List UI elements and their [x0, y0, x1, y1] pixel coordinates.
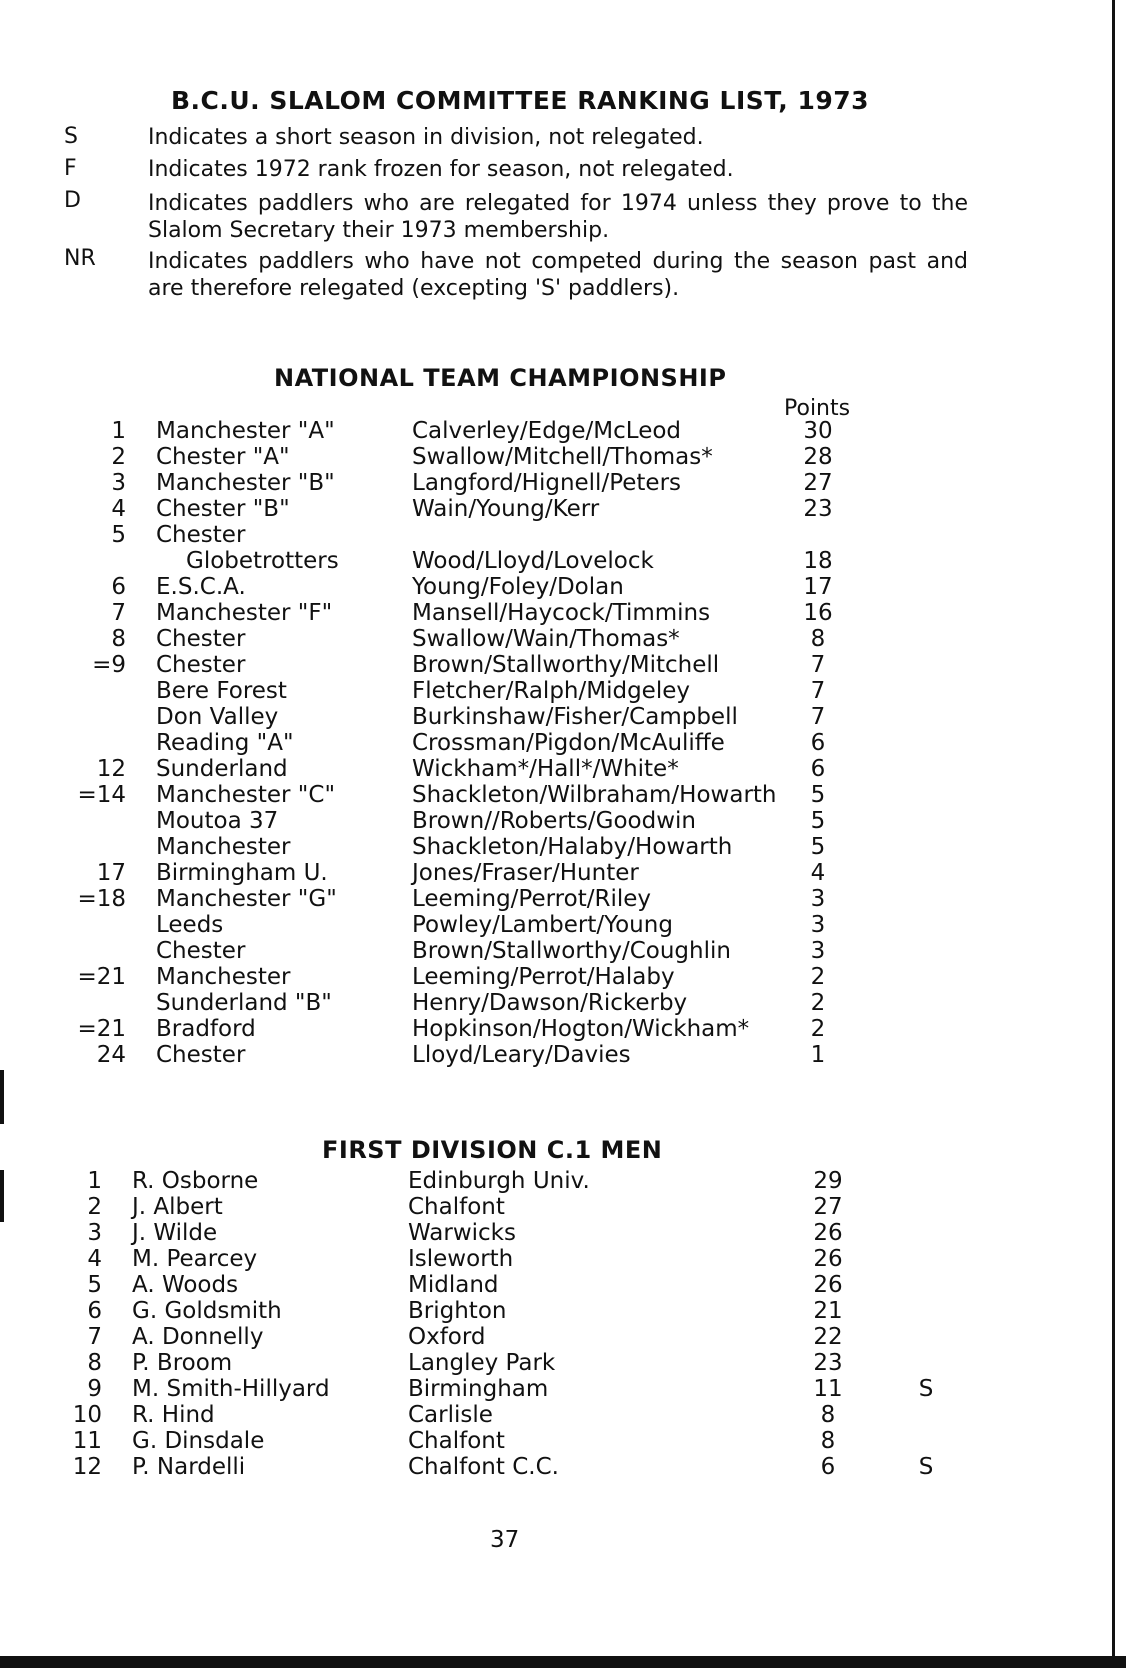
team-points: 6 [810, 730, 826, 756]
team-members: Swallow/Wain/Thomas* [412, 626, 680, 652]
team-points: 3 [810, 938, 826, 964]
team-rank: 4 [111, 496, 126, 522]
division-rank: 1 [87, 1168, 102, 1194]
team-club: Chester [156, 626, 246, 652]
team-members: Calverley/Edge/McLeod [412, 418, 682, 444]
team-members: Brown//Roberts/Goodwin [412, 808, 697, 834]
team-rank: 24 [96, 1042, 126, 1068]
division-name: R. Osborne [132, 1168, 259, 1194]
team-members: Mansell/Haycock/Timmins [412, 600, 711, 626]
division-name: J. Albert [132, 1194, 223, 1220]
team-club: Chester [156, 652, 246, 678]
key-text-s: Indicates a short season in division, not relegated. [148, 125, 704, 150]
team-points: 2 [810, 1016, 826, 1042]
team-points: 1 [810, 1042, 826, 1068]
team-rank: 12 [96, 756, 126, 782]
division-name: M. Pearcey [132, 1246, 258, 1272]
team-rank: =21 [77, 1016, 126, 1042]
team-club: Don Valley [156, 704, 279, 730]
team-members: Henry/Dawson/Rickerby [412, 990, 688, 1016]
team-points: 30 [803, 418, 833, 444]
division-club: Warwicks [408, 1220, 516, 1246]
team-members: Powley/Lambert/Young [412, 912, 673, 938]
division-rank: 11 [72, 1428, 102, 1454]
team-club: Sunderland "B" [156, 990, 332, 1016]
division-points: 23 [813, 1350, 843, 1376]
team-points: 8 [810, 626, 826, 652]
division-points: 26 [813, 1272, 843, 1298]
team-club: Manchester "B" [156, 470, 335, 496]
division-rank: 8 [87, 1350, 102, 1376]
team-rank: 7 [111, 600, 126, 626]
key-code-nr: NR [64, 246, 96, 271]
team-club: Manchester "G" [156, 886, 337, 912]
team-members: Wain/Young/Kerr [412, 496, 600, 522]
division-club: Carlisle [408, 1402, 493, 1428]
team-club: Manchester "A" [156, 418, 335, 444]
key-code-f: F [64, 156, 77, 181]
team-members: Leeming/Perrot/Riley [412, 886, 651, 912]
division-name: J. Wilde [132, 1220, 218, 1246]
team-points: 28 [803, 444, 833, 470]
division-points: 21 [813, 1298, 843, 1324]
team-club: Chester "A" [156, 444, 290, 470]
team-members: Shackleton/Wilbraham/Howarth [412, 782, 777, 808]
team-points: 3 [810, 912, 826, 938]
division-club: Chalfont [408, 1428, 505, 1454]
team-rank: 2 [111, 444, 126, 470]
team-club: Bradford [156, 1016, 256, 1042]
team-rank: =18 [77, 886, 126, 912]
team-points: 7 [810, 652, 826, 678]
division-points: 26 [813, 1220, 843, 1246]
team-club: Leeds [156, 912, 224, 938]
division-points: 27 [813, 1194, 843, 1220]
team-club: Chester [156, 1042, 246, 1068]
team-members: Leeming/Perrot/Halaby [412, 964, 675, 990]
division-points: 26 [813, 1246, 843, 1272]
key-text-d: Indicates paddlers who are relegated for 1974 unless they prove to the Slalom Secretary their 1973 membership. [148, 191, 968, 243]
division-note: S [918, 1376, 934, 1402]
team-club: Bere Forest [156, 678, 287, 704]
team-points: 23 [803, 496, 833, 522]
division-rank: 6 [87, 1298, 102, 1324]
team-rank: 3 [111, 470, 126, 496]
team-members: Lloyd/Leary/Davies [412, 1042, 631, 1068]
team-championship-heading: NATIONAL TEAM CHAMPIONSHIP [274, 364, 727, 392]
division-name: A. Woods [132, 1272, 239, 1298]
team-members: Burkinshaw/Fisher/Campbell [412, 704, 738, 730]
team-points: 3 [810, 886, 826, 912]
team-members: Jones/Fraser/Hunter [412, 860, 639, 886]
division-rank: 7 [87, 1324, 102, 1350]
division-rank: 10 [72, 1402, 102, 1428]
division-club: Birmingham [408, 1376, 549, 1402]
team-club: Globetrotters [186, 548, 339, 574]
division-club: Edinburgh Univ. [408, 1168, 590, 1194]
team-rank: 1 [111, 418, 126, 444]
scan-edge-left-2 [0, 1170, 4, 1222]
division-club: Oxford [408, 1324, 486, 1350]
division-points: 8 [820, 1402, 836, 1428]
team-rank: 5 [111, 522, 126, 548]
team-rank: =9 [92, 652, 126, 678]
division-rank: 5 [87, 1272, 102, 1298]
team-points: 2 [810, 990, 826, 1016]
division-name: R. Hind [132, 1402, 215, 1428]
division-club: Brighton [408, 1298, 507, 1324]
page-number: 37 [490, 1527, 520, 1553]
division-points: 29 [813, 1168, 843, 1194]
team-members: Young/Foley/Dolan [412, 574, 624, 600]
division-rank: 2 [87, 1194, 102, 1220]
division-club: Langley Park [408, 1350, 556, 1376]
team-members: Fletcher/Ralph/Midgeley [412, 678, 690, 704]
points-column-header: Points [784, 396, 851, 421]
team-points: 5 [810, 834, 826, 860]
division-club: Midland [408, 1272, 499, 1298]
division-name: G. Dinsdale [132, 1428, 265, 1454]
team-club: Manchester [156, 834, 291, 860]
team-points: 18 [803, 548, 833, 574]
key-text-f: Indicates 1972 rank frozen for season, not relegated. [148, 157, 734, 182]
team-members: Brown/Stallworthy/Coughlin [412, 938, 731, 964]
team-members: Hopkinson/Hogton/Wickham* [412, 1016, 750, 1042]
team-points: 6 [810, 756, 826, 782]
team-rank: 8 [111, 626, 126, 652]
division-points: 22 [813, 1324, 843, 1350]
team-club: Chester [156, 522, 246, 548]
team-points: 17 [803, 574, 833, 600]
division-name: P. Broom [132, 1350, 233, 1376]
team-members: Langford/Hignell/Peters [412, 470, 682, 496]
team-club: Chester "B" [156, 496, 290, 522]
team-club: Moutoa 37 [156, 808, 279, 834]
division-name: M. Smith-Hillyard [132, 1376, 330, 1402]
team-club: Manchester "C" [156, 782, 336, 808]
team-points: 16 [803, 600, 833, 626]
team-points: 2 [810, 964, 826, 990]
division-rank: 3 [87, 1220, 102, 1246]
team-points: 7 [810, 704, 826, 730]
team-points: 5 [810, 808, 826, 834]
division-note: S [918, 1454, 934, 1480]
team-rank: 17 [96, 860, 126, 886]
team-club: Sunderland [156, 756, 288, 782]
division-club: Isleworth [408, 1246, 514, 1272]
key-text-nr: Indicates paddlers who have not competed during the season past and are therefore relegated (excepting 'S' paddlers). [148, 249, 968, 301]
team-club: Chester [156, 938, 246, 964]
division-name: P. Nardelli [132, 1454, 246, 1480]
scan-edge-left-1 [0, 1070, 4, 1124]
division-points: 11 [813, 1376, 843, 1402]
team-rank: =21 [77, 964, 126, 990]
division-rank: 4 [87, 1246, 102, 1272]
division-rank: 12 [72, 1454, 102, 1480]
first-division-heading: FIRST DIVISION C.1 MEN [322, 1136, 663, 1164]
team-club: E.S.C.A. [156, 574, 246, 600]
team-points: 5 [810, 782, 826, 808]
scan-edge-right [1112, 0, 1115, 1668]
division-points: 6 [820, 1454, 836, 1480]
team-club: Manchester "F" [156, 600, 333, 626]
team-club: Reading "A" [156, 730, 294, 756]
scan-edge-bottom [0, 1656, 1126, 1668]
division-name: G. Goldsmith [132, 1298, 282, 1324]
division-rank: 9 [87, 1376, 102, 1402]
team-members: Brown/Stallworthy/Mitchell [412, 652, 720, 678]
division-club: Chalfont [408, 1194, 505, 1220]
team-club: Manchester [156, 964, 291, 990]
key-code-s: S [64, 124, 78, 149]
team-points: 4 [810, 860, 826, 886]
page-title: B.C.U. SLALOM COMMITTEE RANKING LIST, 1973 [170, 86, 870, 115]
team-club: Birmingham U. [156, 860, 328, 886]
key-code-d: D [64, 188, 81, 213]
team-members: Shackleton/Halaby/Howarth [412, 834, 733, 860]
team-members: Wood/Lloyd/Lovelock [412, 548, 654, 574]
division-club: Chalfont C.C. [408, 1454, 559, 1480]
team-rank: 6 [111, 574, 126, 600]
team-points: 27 [803, 470, 833, 496]
team-members: Wickham*/Hall*/White* [412, 756, 679, 782]
team-members: Swallow/Mitchell/Thomas* [412, 444, 713, 470]
division-name: A. Donnelly [132, 1324, 264, 1350]
division-points: 8 [820, 1428, 836, 1454]
team-members: Crossman/Pigdon/McAuliffe [412, 730, 725, 756]
team-points: 7 [810, 678, 826, 704]
team-rank: =14 [77, 782, 126, 808]
